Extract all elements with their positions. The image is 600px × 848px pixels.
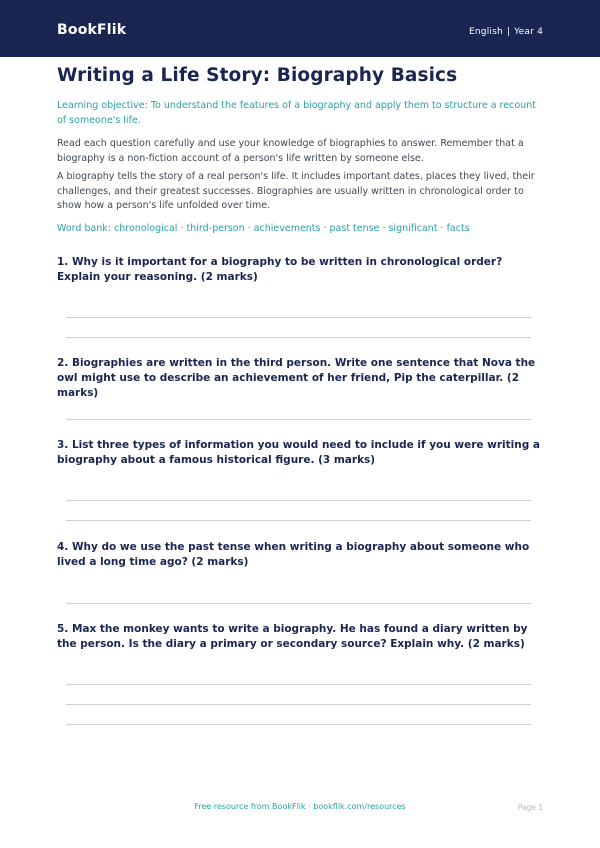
page-number: Page 1 bbox=[517, 803, 543, 812]
word-bank-item: chronological bbox=[114, 223, 178, 234]
question-2: 2. Biographies are written in the third person. Write one sentence that Nova the owl might use to describe an achievement of her friend, Pip the caterpillar. (2 marks) bbox=[57, 357, 536, 399]
answer-line[interactable] bbox=[66, 704, 531, 705]
word-bank-item: third-person bbox=[186, 223, 245, 234]
footer-resource-link[interactable]: Free resource from BookFlik · bookflik.com/resources bbox=[194, 802, 406, 811]
brand-logo[interactable]: BookFlik bbox=[57, 22, 127, 38]
word-bank-separator: · bbox=[180, 223, 184, 234]
answer-line[interactable] bbox=[66, 603, 531, 604]
answer-line[interactable] bbox=[66, 337, 531, 338]
divider: | bbox=[506, 27, 511, 37]
page-title: Writing a Life Story: Biography Basics bbox=[57, 65, 458, 86]
answer-line[interactable] bbox=[66, 317, 531, 318]
word-bank-separator: · bbox=[247, 223, 251, 234]
intro-paragraph: A biography tells the story of a real person's life. It includes important dates, places they lived, their challenges, and their greatest successes. Biographies are usually written in chronological order to show how a person's life unfolded over time. bbox=[57, 171, 535, 211]
word-bank-separator: · bbox=[323, 223, 327, 234]
question-1: 1. Why is it important for a biography to be written in chronological order? Explain your reasoning. (2 marks) bbox=[57, 256, 503, 283]
page-header bbox=[0, 0, 600, 57]
word-bank-item: past tense bbox=[329, 223, 380, 234]
answer-line[interactable] bbox=[66, 419, 531, 420]
learning-objective: Learning objective: To understand the features of a biography and apply them to structure a recount of someone's life. bbox=[57, 100, 536, 126]
question-3: 3. List three types of information you would need to include if you were writing a biography about a famous historical figure. (3 marks) bbox=[57, 439, 541, 466]
answer-line[interactable] bbox=[66, 684, 531, 685]
answer-line[interactable] bbox=[66, 520, 531, 521]
word-bank-item: facts bbox=[446, 223, 470, 234]
word-bank-item: significant bbox=[388, 223, 438, 234]
word-bank-separator: · bbox=[440, 223, 444, 234]
question-5: 5. Max the monkey wants to write a biography. He has found a diary written by the person. Is the diary a primary or secondary source? Explain why. (2 marks) bbox=[57, 623, 528, 650]
subject-year-label bbox=[469, 27, 543, 37]
intro-paragraph: Read each question carefully and use your knowledge of biographies to answer. Remember that a biography is a non-fiction account of a person's life written by someone else. bbox=[57, 138, 524, 164]
word-bank bbox=[57, 223, 470, 234]
word-bank-separator: · bbox=[382, 223, 386, 234]
answer-line[interactable] bbox=[66, 724, 531, 725]
subject-label: English bbox=[469, 27, 503, 37]
year-label: Year 4 bbox=[514, 27, 543, 37]
word-bank-label: Word bank: bbox=[57, 223, 112, 234]
answer-line[interactable] bbox=[66, 500, 531, 501]
question-4: 4. Why do we use the past tense when writing a biography about someone who lived a long time ago? (2 marks) bbox=[57, 541, 530, 568]
word-bank-item: achievements bbox=[253, 223, 321, 234]
